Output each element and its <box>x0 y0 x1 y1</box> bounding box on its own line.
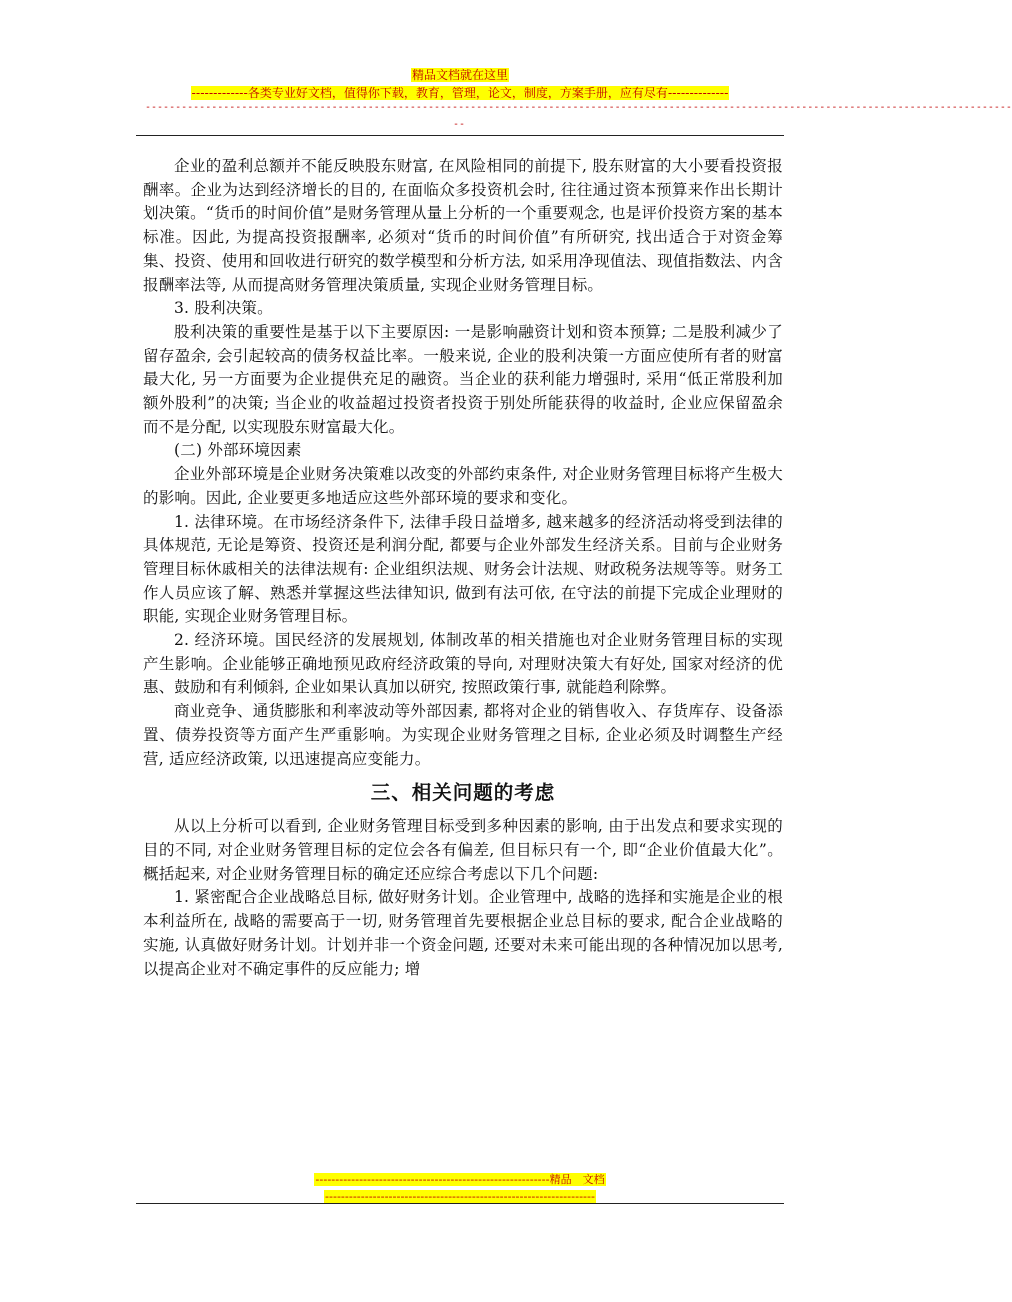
header-line1-wrap <box>0 64 920 82</box>
paragraph-1: 企业的盈利总额并不能反映股东财富, 在风险相同的前提下, 股东财富的大小要看投资报酬率。企业为达到经济增长的目的, 在面临众多投资机会时, 往往通过资本预算来作出长期计划决策。“货币的时间价值”是财务管理从量上分析的一个重要观念, 也是评价投资方案的基本标准。因此, 为提高投资报酬率, 必须对“货币的时间价值”有所研究, 找出适合于对资金筹集、投资、使用和回收进行研究的数学模型和分析方法, 如采用净现值法、现值指数法、内含报酬率法等, 从而提高财务管理决策质量, 实现企业财务管理目标。 <box>143 157 783 294</box>
paragraph-3: 股利决策的重要性是基于以下主要原因: 一是影响融资计划和资本预算; 二是股利减少了留存盈余, 会引起较高的债务权益比率。一般来说, 企业的股利决策一方面应使所有者的财富最大化, 另一方面要为企业提供充足的融资。当企业的获利能力增强时, 采用“低正常股利加额外股利”的决策; 当企业的收益超过投资者投资于别处所能获得的收益时, 企业应保留盈余而不是分配, 以实现股东财富最大化。 <box>143 322 783 436</box>
footer-label: -----------------------------------------------------------精品 文档 <box>315 1173 605 1186</box>
footer-line1-wrap <box>0 1168 920 1185</box>
footer-line2-wrap <box>0 1185 920 1202</box>
header-line2-wrap <box>0 82 920 100</box>
header-dash-tail: -- <box>453 119 466 130</box>
header-divider <box>136 135 784 136</box>
paragraph-economic-env: 2. 经济环境。国民经济的发展规划, 体制改革的相关措施也对企业财务管理目标的实现产生影响。企业能够正确地预见政府经济政策的导向, 对理财决策大有好处, 国家对经济的优惠、鼓励和有利倾斜, 企业如果认真加以研究, 按照政策行事, 就能趋利除弊。 <box>143 631 783 697</box>
paragraph-8: 商业竞争、通货膨胀和利率波动等外部因素, 都将对企业的销售收入、存货库存、设备添置、债券投资等方面产生严重影响。为实现企业财务管理之目标, 企业必须及时调整生产经营, 适应经济政策, 以迅速提高应变能力。 <box>143 702 783 768</box>
paragraph-dividend-title: 3. 股利决策。 <box>174 299 273 318</box>
document-body <box>143 155 783 981</box>
page-footer <box>0 1168 920 1202</box>
paragraph-legal-env: 1. 法律环境。在市场经济条件下, 法律手段日益增多, 越来越多的经济活动将受到法律的具体规范, 无论是筹资、投资还是利润分配, 都要与企业外部发生经济关系。目前与企业财务管理目标休戚相关的法律法规有: 企业组织法规、财务会计法规、财政税务法规等等。财务工作人员应该了解、熟悉并掌握这些法律知识, 做到有法可依, 在守法的前提下完成企业理财的职能, 实现企业财务管理目标。 <box>143 512 783 626</box>
footer-dashes: -------------------------------------------------------------------- <box>325 1190 595 1203</box>
paragraph-5: 企业外部环境是企业财务决策难以改变的外部约束条件, 对企业财务管理目标将产生极大的影响。因此, 企业要更多地适应这些外部环境的要求和变化。 <box>143 465 783 507</box>
paragraph-9: 从以上分析可以看到, 企业财务管理目标受到多种因素的影响, 由于出发点和要求实现的目的不同, 对企业财务管理目标的定位会各有偏差, 但目标只有一个, 即“企业价值最大化”。概括起来, 对企业财务管理目标的确定还应综合考虑以下几个问题: <box>143 817 783 883</box>
header-title: 精品文档就在这里 <box>411 68 508 82</box>
section-heading: 三、相关问题的考虑 <box>370 781 556 805</box>
page-header <box>0 64 920 100</box>
paragraph-10: 1. 紧密配合企业战略总目标, 做好财务计划。企业管理中, 战略的选择和实施是企业的根本利益所在, 战略的需要高于一切, 财务管理首先要根据企业总目标的要求, 配合企业战略的实施, 认真做好财务计划。计划并非一个资金问题, 还要对未来可能出现的各种情况加以思考, 以提高企业对不确定事件的反应能力; 增 <box>143 888 783 978</box>
header-dash-line: ------------------------------------------------------------------------------------------------------------------------------------------------ <box>145 102 1012 113</box>
header-tagline: -------------各类专业好文档，值得你下载，教育，管理，论文，制度，方案手册，应有尽有-------------- <box>191 86 729 100</box>
footer-divider <box>136 1203 784 1204</box>
paragraph-external-title: (二) 外部环境因素 <box>174 441 302 460</box>
